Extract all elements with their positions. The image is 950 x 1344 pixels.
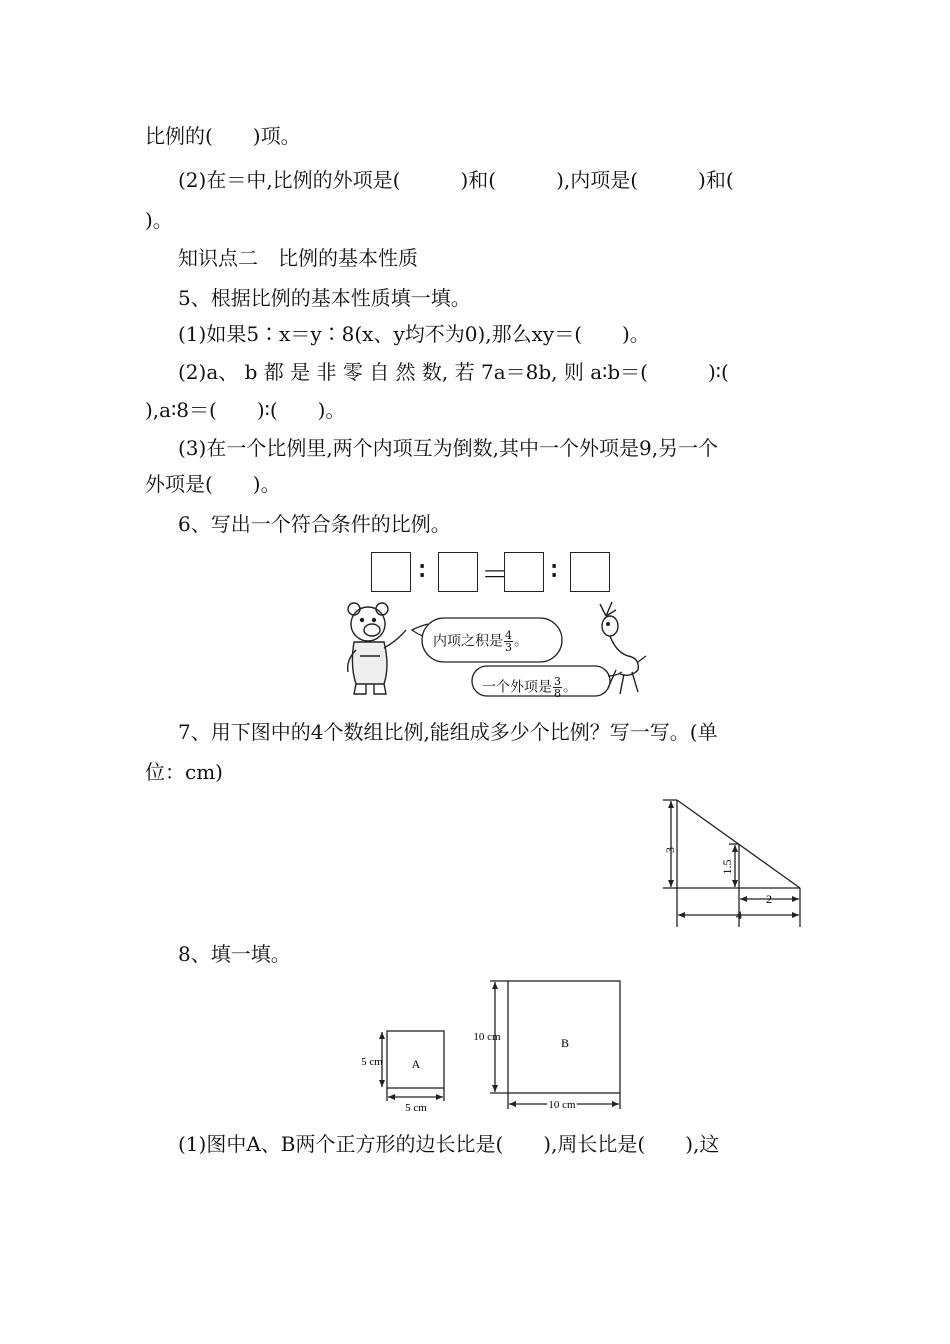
answer-box-3[interactable] bbox=[504, 552, 544, 592]
question-5: 5、根据比例的基本性质填一填。 bbox=[178, 286, 471, 310]
question-5-2-cont: ),a∶8＝( )∶( )。 bbox=[145, 398, 346, 422]
triangle-figure bbox=[655, 795, 815, 935]
ratio-colon: ∶ bbox=[551, 556, 558, 585]
question-5-3: (3)在一个比例里,两个内项互为倒数,其中一个外项是9,另一个 bbox=[178, 436, 719, 460]
label-mid-height: 1.5 bbox=[720, 859, 734, 875]
answer-box-2[interactable] bbox=[438, 552, 478, 592]
ratio-colon: ∶ bbox=[419, 556, 426, 585]
square-b-width-label: 10 cm bbox=[548, 1099, 576, 1111]
equals-sign: ＝ bbox=[481, 558, 510, 591]
answer-box-1[interactable] bbox=[371, 552, 411, 592]
question-5-3-cont: 外项是( )。 bbox=[145, 472, 281, 496]
question-8-1: (1)图中A、B两个正方形的边长比是( ),周长比是( ),这 bbox=[178, 1132, 720, 1156]
square-a-width-label: 5 cm bbox=[405, 1102, 427, 1114]
bubble-outer-text: 一个外项是 $\frac{3}{8}$ 。 bbox=[482, 675, 577, 700]
square-b-label: B bbox=[560, 1036, 570, 1050]
question-7: 7、用下图中的4个数组比例,能组成多少个比例？写一写。(单 bbox=[178, 720, 718, 744]
square-a-height-label: 5 cm bbox=[361, 1056, 383, 1068]
label-small-base: 2 bbox=[766, 892, 772, 906]
section-title: 知识点二 比例的基本性质 bbox=[178, 246, 418, 270]
question-6: 6、写出一个符合条件的比例。 bbox=[178, 512, 451, 536]
label-base: 4 bbox=[736, 908, 742, 922]
text-line: (2)在＝中,比例的外项是( )和( ),内项是( )和( bbox=[178, 168, 734, 192]
square-b-height-label: 10 cm bbox=[473, 1031, 501, 1043]
question-7-cont: 位：cm) bbox=[145, 760, 223, 784]
squares-figure bbox=[350, 975, 640, 1115]
text-line: 比例的( )项。 bbox=[145, 124, 301, 148]
question-5-1: (1)如果5∶x＝y∶8(x、y均不为0),那么xy＝( )。 bbox=[178, 322, 650, 346]
question-5-2: (2)a、 b 都 是 非 零 自 然 数, 若 7a＝8b, 则 a∶b＝( )∶( bbox=[178, 360, 729, 384]
text-line: )。 bbox=[145, 208, 173, 232]
bear-icon bbox=[348, 603, 406, 694]
bubble-inner-text: 内项之积是 $\frac{4}{3}$ 。 bbox=[433, 629, 528, 654]
label-height: 3 bbox=[663, 847, 677, 853]
square-a-label: A bbox=[411, 1057, 421, 1071]
question-8: 8、填一填。 bbox=[178, 942, 291, 966]
answer-box-4[interactable] bbox=[570, 552, 610, 592]
